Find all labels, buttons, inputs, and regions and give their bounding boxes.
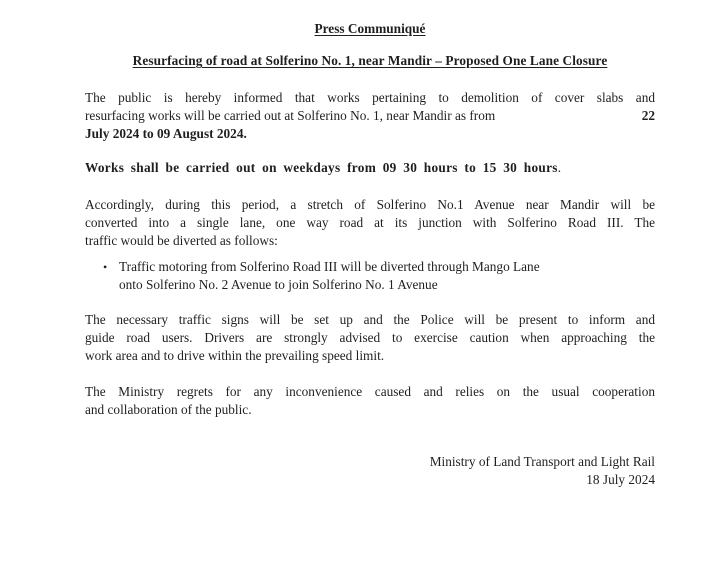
bullet-line-1: Traffic motoring from Solferino Road III will be diverted through Mango Lane <box>119 259 540 274</box>
apology-line-2: and collaboration of the public. <box>85 402 252 417</box>
signature-ministry: Ministry of Land Transport and Light Rail <box>429 454 655 469</box>
notice-date-start: 22 <box>641 108 655 123</box>
document-title <box>85 20 655 38</box>
paragraph-diversion-intro <box>85 196 655 250</box>
diversion-line-1: Accordingly, during this period, a stretch of Solferino No.1 Avenue near Mandir will be <box>85 197 655 212</box>
safety-line-1: The necessary traffic signs will be set up and the Police will be present to inform and <box>85 312 655 327</box>
bullet-text <box>119 258 655 294</box>
notice-line-2 <box>85 107 655 125</box>
works-hours-text: Works shall be carried out on weekdays from 09 30 hours to 15 30 hours <box>85 160 558 175</box>
safety-line-2: guide road users. Drivers are strongly advised to exercise caution when approaching the <box>85 330 655 345</box>
bullet-traffic-diversion <box>103 258 655 294</box>
diversion-line-3: traffic would be diverted as follows: <box>85 233 278 248</box>
bullet-icon: • <box>103 260 108 274</box>
diversion-line-2: converted into a single lane, one way road at its junction with Solferino Road III. The <box>85 215 655 230</box>
paragraph-works-hours <box>85 159 655 177</box>
paragraph-notice <box>85 89 655 143</box>
paragraph-safety <box>85 311 655 365</box>
apology-line-1: The Ministry regrets for any inconvenience caused and relies on the usual cooperation <box>85 384 655 399</box>
signature-date: 18 July 2024 <box>586 472 655 487</box>
works-hours-period: . <box>557 160 562 175</box>
document-content <box>85 20 655 489</box>
document-title-text: Press Communiqué <box>314 21 426 36</box>
safety-line-3: work area and to drive within the prevailing speed limit. <box>85 348 385 363</box>
notice-line-2-text: resurfacing works will be carried out at Solferino No. 1, near Mandir as from <box>85 108 496 123</box>
notice-line-1: The public is hereby informed that works pertaining to demolition of cover slabs and <box>85 90 655 105</box>
works-hours-line <box>85 159 655 177</box>
document-subtitle <box>85 52 655 70</box>
paragraph-apology <box>85 383 655 419</box>
notice-line-3: July 2024 to 09 August 2024. <box>85 126 247 141</box>
document-subtitle-text: Resurfacing of road at Solferino No. 1, near Mandir – Proposed One Lane Closure <box>132 53 608 68</box>
signature-block <box>85 453 655 489</box>
bullet-line-2: onto Solferino No. 2 Avenue to join Solferino No. 1 Avenue <box>119 277 438 292</box>
